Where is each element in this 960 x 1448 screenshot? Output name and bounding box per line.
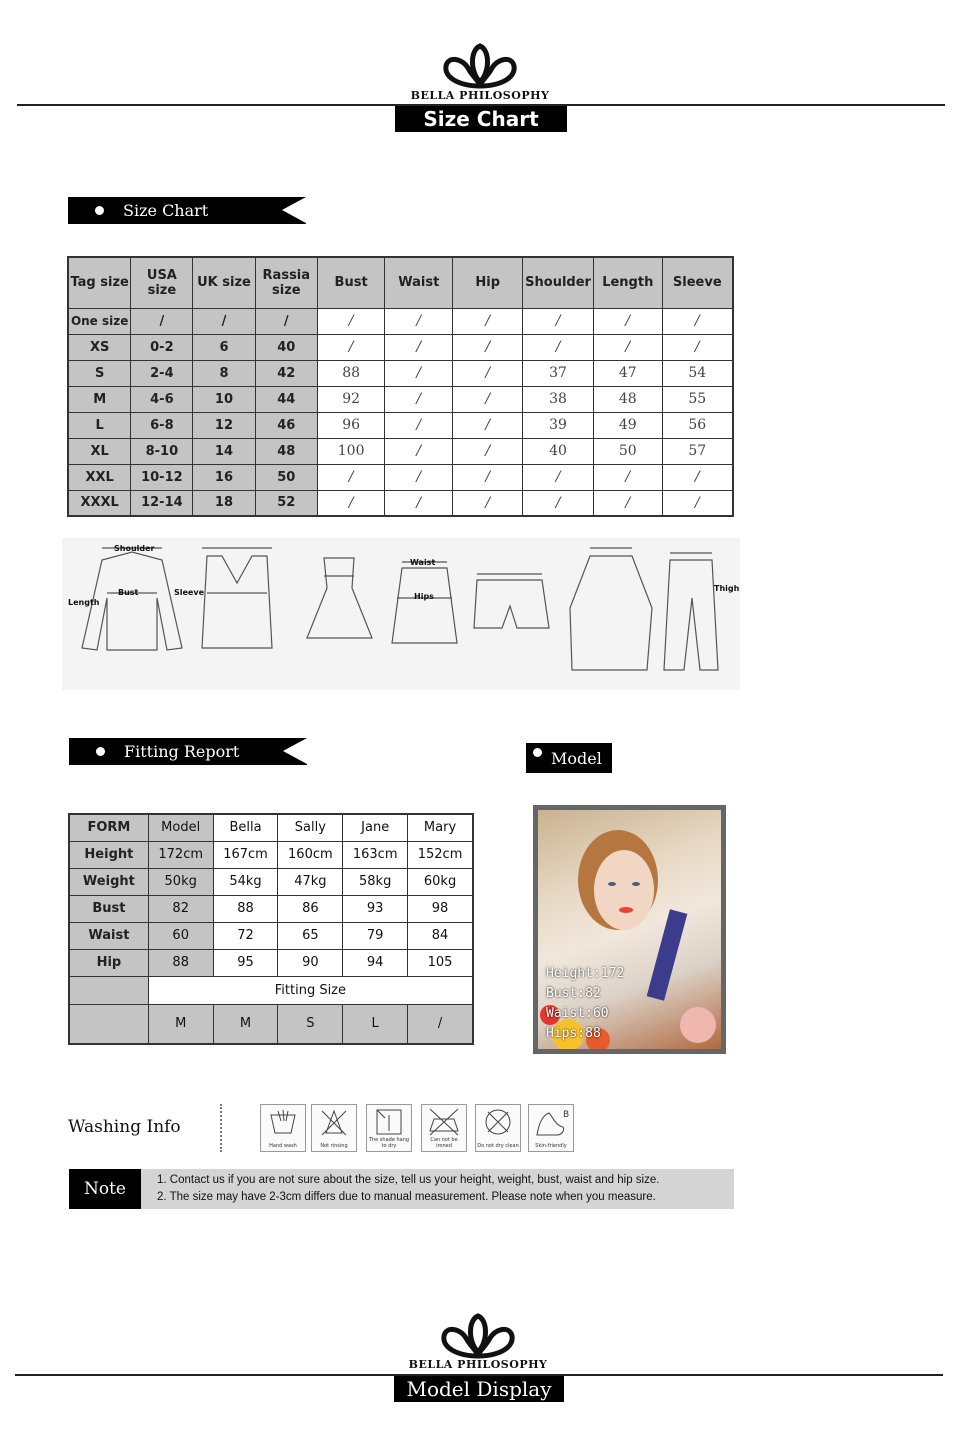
size-value-cell: / bbox=[453, 464, 523, 490]
size-value-cell: / bbox=[594, 464, 663, 490]
fitting-value-cell: 86 bbox=[278, 895, 343, 922]
skin-friendly-label: Skin-friendly bbox=[535, 1143, 567, 1149]
size-value-cell: / bbox=[453, 308, 523, 334]
size-value-cell: 49 bbox=[594, 412, 663, 438]
size-value-cell: / bbox=[318, 334, 385, 360]
svg-text:B: B bbox=[563, 1110, 570, 1120]
column-header: Model bbox=[148, 814, 213, 841]
model-height: Height:172 bbox=[546, 966, 625, 981]
ribbon-notch bbox=[283, 738, 307, 764]
model-ribbon bbox=[526, 743, 612, 773]
fitting-value-cell: 105 bbox=[408, 949, 473, 976]
no-iron-label: Can not be ironed bbox=[430, 1137, 458, 1149]
size-value-cell: 44 bbox=[255, 386, 318, 412]
size-tag-cell: XXXL bbox=[68, 490, 131, 516]
footer-title: Model Display bbox=[394, 1376, 564, 1402]
washing-divider bbox=[220, 1104, 222, 1152]
fitting-value-cell: 160cm bbox=[278, 841, 343, 868]
column-header: Bella bbox=[213, 814, 278, 841]
size-value-cell: / bbox=[385, 490, 453, 516]
size-value-cell: 48 bbox=[255, 438, 318, 464]
column-header: FORM bbox=[69, 814, 148, 841]
column-header: Mary bbox=[408, 814, 473, 841]
model-photo-image bbox=[538, 810, 721, 1049]
fitting-value-cell: 88 bbox=[148, 949, 213, 976]
table-row bbox=[69, 841, 473, 868]
size-value-cell: / bbox=[523, 464, 594, 490]
not-rinsing-icon bbox=[311, 1104, 357, 1152]
size-tag-cell: S bbox=[68, 360, 131, 386]
size-value-cell: / bbox=[523, 334, 594, 360]
size-value-cell: 56 bbox=[662, 412, 733, 438]
fitting-value-cell: 90 bbox=[278, 949, 343, 976]
size-value-cell: / bbox=[523, 308, 594, 334]
table-row bbox=[69, 922, 473, 949]
size-value-cell: / bbox=[385, 412, 453, 438]
column-header: Hip bbox=[453, 257, 523, 308]
table-row bbox=[69, 949, 473, 976]
fitting-value-cell: 167cm bbox=[213, 841, 278, 868]
skin-friendly-icon bbox=[528, 1104, 574, 1152]
table-row bbox=[68, 490, 733, 516]
size-tag-cell: XS bbox=[68, 334, 131, 360]
size-tag-cell: M bbox=[68, 386, 131, 412]
size-value-cell: / bbox=[453, 438, 523, 464]
size-value-cell: / bbox=[453, 360, 523, 386]
fitting-value-cell: 60kg bbox=[408, 868, 473, 895]
fitting-value-cell: 47kg bbox=[278, 868, 343, 895]
size-value-cell: / bbox=[131, 308, 193, 334]
model-label: Model bbox=[551, 749, 602, 768]
size-value-cell: 38 bbox=[523, 386, 594, 412]
size-value-cell: 8 bbox=[193, 360, 255, 386]
fitting-size-cell: S bbox=[278, 1004, 343, 1044]
fitting-size-label: Fitting Size bbox=[148, 976, 473, 1004]
size-value-cell: 4-6 bbox=[131, 386, 193, 412]
fitting-value-cell: 172cm bbox=[148, 841, 213, 868]
column-header: Sleeve bbox=[662, 257, 733, 308]
size-value-cell: / bbox=[385, 334, 453, 360]
note-line: 2. The size may have 2-3cm differs due to manual measurement. Please note when you measure. bbox=[157, 1191, 656, 1203]
table-row bbox=[68, 360, 733, 386]
model-bust: Bust:82 bbox=[546, 986, 601, 1001]
column-header: USA size bbox=[131, 257, 193, 308]
size-value-cell: / bbox=[385, 438, 453, 464]
ribbon-notch bbox=[282, 197, 306, 223]
size-value-cell: 54 bbox=[662, 360, 733, 386]
fitting-value-cell: 152cm bbox=[408, 841, 473, 868]
page-title: Size Chart bbox=[395, 106, 567, 132]
size-value-cell: / bbox=[662, 490, 733, 516]
fitting-row-label: Waist bbox=[69, 922, 148, 949]
fitting-report-ribbon bbox=[69, 738, 307, 765]
fitting-value-cell: 60 bbox=[148, 922, 213, 949]
note-box bbox=[69, 1169, 734, 1209]
fitting-row-label: Height bbox=[69, 841, 148, 868]
size-value-cell: / bbox=[318, 490, 385, 516]
size-value-cell: 55 bbox=[662, 386, 733, 412]
brand-name: BELLA PHILOSOPHY bbox=[410, 89, 550, 102]
size-value-cell: / bbox=[385, 360, 453, 386]
thigh-label: Thigh bbox=[714, 584, 740, 593]
column-header: Rassia size bbox=[255, 257, 318, 308]
fitting-size-spacer bbox=[69, 1004, 148, 1044]
size-value-cell: 14 bbox=[193, 438, 255, 464]
column-header: Length bbox=[594, 257, 663, 308]
size-value-cell: / bbox=[662, 308, 733, 334]
model-photo bbox=[533, 805, 726, 1054]
fitting-value-cell: 84 bbox=[408, 922, 473, 949]
size-tag-cell: One size bbox=[68, 308, 131, 334]
size-chart-label: Size Chart bbox=[123, 201, 209, 220]
fitting-row-label: Hip bbox=[69, 949, 148, 976]
waist-label: Waist bbox=[410, 558, 436, 567]
measurement-diagram bbox=[62, 538, 740, 690]
fitting-value-cell: 65 bbox=[278, 922, 343, 949]
bullet-icon bbox=[96, 747, 105, 756]
size-value-cell: 96 bbox=[318, 412, 385, 438]
size-value-cell: / bbox=[318, 308, 385, 334]
size-value-cell: / bbox=[453, 386, 523, 412]
shoulder-label: Shoulder bbox=[114, 544, 155, 553]
size-value-cell: 50 bbox=[594, 438, 663, 464]
size-value-cell: 37 bbox=[523, 360, 594, 386]
size-tag-cell: XL bbox=[68, 438, 131, 464]
bullet-icon bbox=[533, 748, 542, 757]
table-row bbox=[68, 386, 733, 412]
size-value-cell: / bbox=[193, 308, 255, 334]
fitting-value-cell: 93 bbox=[343, 895, 408, 922]
size-value-cell: / bbox=[662, 464, 733, 490]
model-waist: Waist:60 bbox=[546, 1006, 609, 1021]
note-label: Note bbox=[69, 1169, 141, 1209]
no-dry-clean-icon bbox=[475, 1104, 521, 1152]
no-dry-clean-label: Do not dry clean bbox=[477, 1143, 519, 1149]
size-value-cell: / bbox=[594, 308, 663, 334]
size-value-cell: 18 bbox=[193, 490, 255, 516]
size-value-cell: 6 bbox=[193, 334, 255, 360]
brand-logo-icon bbox=[438, 1312, 518, 1360]
table-row bbox=[69, 895, 473, 922]
fitting-value-cell: 79 bbox=[343, 922, 408, 949]
size-value-cell: 8-10 bbox=[131, 438, 193, 464]
column-header: Bust bbox=[318, 257, 385, 308]
note-line: 1. Contact us if you are not sure about the size, tell us your height, weight, bust, waist and hip size. bbox=[157, 1174, 660, 1186]
size-value-cell: 48 bbox=[594, 386, 663, 412]
garment-sketches-icon bbox=[62, 538, 740, 690]
fitting-value-cell: 163cm bbox=[343, 841, 408, 868]
size-value-cell: 16 bbox=[193, 464, 255, 490]
fitting-size-cell: M bbox=[148, 1004, 213, 1044]
size-value-cell: / bbox=[453, 490, 523, 516]
size-value-cell: 12-14 bbox=[131, 490, 193, 516]
fitting-value-cell: 95 bbox=[213, 949, 278, 976]
column-header: Shoulder bbox=[523, 257, 594, 308]
size-chart-table bbox=[67, 256, 734, 517]
table-row bbox=[68, 438, 733, 464]
size-value-cell: / bbox=[385, 464, 453, 490]
hand-wash-label: Hand wash bbox=[269, 1143, 297, 1149]
size-value-cell: / bbox=[594, 490, 663, 516]
brand-logo-icon bbox=[440, 42, 520, 90]
size-value-cell: 10 bbox=[193, 386, 255, 412]
size-value-cell: 6-8 bbox=[131, 412, 193, 438]
no-iron-icon bbox=[421, 1104, 467, 1152]
shade-dry-label: The shade hang to dry bbox=[368, 1137, 410, 1149]
fitting-size-cell: / bbox=[408, 1004, 473, 1044]
fitting-value-cell: 72 bbox=[213, 922, 278, 949]
size-value-cell: / bbox=[453, 334, 523, 360]
table-row bbox=[68, 308, 733, 334]
size-value-cell: 10-12 bbox=[131, 464, 193, 490]
size-value-cell: / bbox=[255, 308, 318, 334]
table-row bbox=[68, 464, 733, 490]
footer-brand-name: BELLA PHILOSOPHY bbox=[408, 1358, 548, 1371]
size-value-cell: 88 bbox=[318, 360, 385, 386]
fitting-row-label: Weight bbox=[69, 868, 148, 895]
model-hips: Hips:88 bbox=[546, 1026, 601, 1041]
fitting-value-cell: 98 bbox=[408, 895, 473, 922]
fitting-size-spacer bbox=[69, 976, 148, 1004]
size-tag-cell: L bbox=[68, 412, 131, 438]
size-value-cell: / bbox=[385, 386, 453, 412]
fitting-size-cell: M bbox=[213, 1004, 278, 1044]
shade-dry-icon bbox=[366, 1104, 412, 1152]
size-value-cell: 40 bbox=[523, 438, 594, 464]
bullet-icon bbox=[95, 206, 104, 215]
size-value-cell: / bbox=[523, 490, 594, 516]
fitting-value-cell: 50kg bbox=[148, 868, 213, 895]
size-value-cell: / bbox=[594, 334, 663, 360]
length-label: Length bbox=[68, 598, 100, 607]
size-value-cell: 40 bbox=[255, 334, 318, 360]
size-value-cell: 100 bbox=[318, 438, 385, 464]
table-row bbox=[69, 868, 473, 895]
fitting-value-cell: 58kg bbox=[343, 868, 408, 895]
sleeve-label: Sleeve bbox=[174, 588, 204, 597]
fitting-report-table bbox=[68, 813, 474, 1045]
bust-label: Bust bbox=[118, 588, 139, 597]
size-value-cell: 50 bbox=[255, 464, 318, 490]
column-header: Waist bbox=[385, 257, 453, 308]
size-value-cell: 42 bbox=[255, 360, 318, 386]
size-value-cell: 2-4 bbox=[131, 360, 193, 386]
size-value-cell: / bbox=[385, 308, 453, 334]
fitting-value-cell: 54kg bbox=[213, 868, 278, 895]
size-value-cell: 39 bbox=[523, 412, 594, 438]
column-header: Jane bbox=[343, 814, 408, 841]
size-value-cell: 0-2 bbox=[131, 334, 193, 360]
size-value-cell: 52 bbox=[255, 490, 318, 516]
column-header: Sally bbox=[278, 814, 343, 841]
fitting-size-cell: L bbox=[343, 1004, 408, 1044]
size-value-cell: / bbox=[318, 464, 385, 490]
table-row bbox=[68, 412, 733, 438]
fitting-value-cell: 94 bbox=[343, 949, 408, 976]
fitting-row-label: Bust bbox=[69, 895, 148, 922]
column-header: UK size bbox=[193, 257, 255, 308]
fitting-value-cell: 88 bbox=[213, 895, 278, 922]
size-chart-ribbon bbox=[68, 197, 306, 224]
hips-label: Hips bbox=[414, 592, 434, 601]
size-value-cell: / bbox=[662, 334, 733, 360]
hand-wash-icon bbox=[260, 1104, 306, 1152]
fitting-value-cell: 82 bbox=[148, 895, 213, 922]
size-value-cell: / bbox=[453, 412, 523, 438]
fitting-report-label: Fitting Report bbox=[124, 742, 240, 761]
table-row bbox=[68, 334, 733, 360]
size-value-cell: 92 bbox=[318, 386, 385, 412]
size-value-cell: 57 bbox=[662, 438, 733, 464]
column-header: Tag size bbox=[68, 257, 131, 308]
size-tag-cell: XXL bbox=[68, 464, 131, 490]
not-rinsing-label: Not rinsing bbox=[320, 1143, 348, 1149]
size-value-cell: 46 bbox=[255, 412, 318, 438]
washing-info-label: Washing Info bbox=[68, 1117, 181, 1137]
size-value-cell: 12 bbox=[193, 412, 255, 438]
size-value-cell: 47 bbox=[594, 360, 663, 386]
